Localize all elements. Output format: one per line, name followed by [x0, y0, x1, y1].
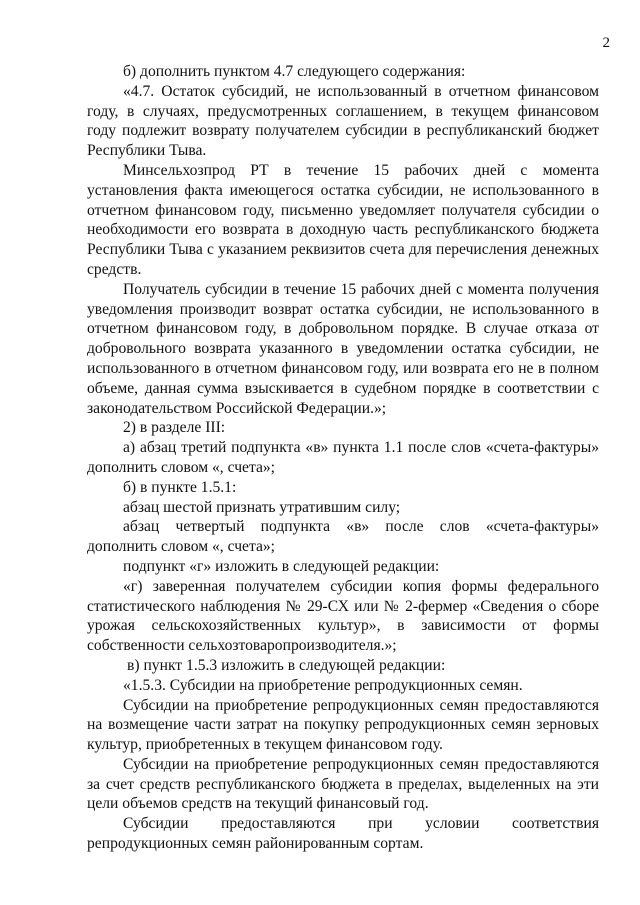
paragraph-recipient-return: Получатель субсидии в течение 15 рабочих дней с момента получения уведомления производит возврат остатка субсидии, не использованного в отчетном финансовом году, в добровольном порядке. В случае отказа от добровольного возврата указанного в уведомлении остатка субсидии, не использованного в отчетном финансовом году, или возврата его не в полном объеме, данная сумма взыскивается в судебном порядке в соответствии с законодательством Российской Федерации.»; — [87, 280, 599, 417]
paragraph-subclause-g-text: «г) заверенная получателем субсидии копия формы федерального статистического наблюдения № 29-СХ или № 2-фермер «Сведения о сборе урожая сельскохозяйственных культур», в зависимости от формы собственности сельхозтоваропроизводителя.»; — [87, 577, 599, 655]
paragraph-sixth-void: абзац шестой признать утратившим силу; — [123, 498, 401, 516]
paragraph-1-5-3-heading: «1.5.3. Субсидии на приобретение репродукционных семян. — [123, 676, 523, 694]
paragraph-seeds-compensation: Субсидии на приобретение репродукционных семян предоставляются на возмещение части затрат на покупку репродукционных семян зерновых культур, приобретенных в текущем финансовом году. — [87, 696, 599, 754]
paragraph-4-7-text: «4.7. Остаток субсидий, не использованный в отчетном финансовом году, в случаях, предусмотренных соглашением, в текущем финансовом году подлежит возврату получателем субсидии в республиканский бюджет Республики Тыва. — [87, 82, 599, 160]
document-body — [87, 62, 599, 854]
paragraph-amend-4-7-intro: б) дополнить пунктом 4.7 следующего содержания: — [123, 63, 466, 80]
page-number: 2 — [602, 35, 610, 51]
paragraph-seeds-condition: Субсидии предоставляются при условии соответствия репродукционных семян районированным сортам. — [87, 815, 599, 853]
paragraph-clause-1-5-1: б) в пункте 1.5.1: — [123, 478, 237, 496]
paragraph-fourth-subclause: абзац четвертый подпункта «в» после слов «счета-фактуры» дополнить словом «, счета»; — [87, 518, 599, 556]
paragraph-clause-1-5-3-intro: в) пункт 1.5.3 изложить в следующей редакции: — [127, 656, 446, 674]
paragraph-subclause-a: а) абзац третий подпункта «в» пункта 1.1 после слов «счета-фактуры» дополнить словом «, счета»; — [87, 439, 599, 476]
paragraph-section-iii: 2) в разделе III: — [123, 419, 226, 437]
paragraph-ministry-notice: Минсельхозпрод РТ в течение 15 рабочих дней с момента установления факта имеющегося остатка субсидии, не использованного в отчетном финансовом году, письменно уведомляет получателя субсидии о необходимости его возврата в доходную часть республиканского бюджета Республики Тыва с указанием реквизитов счета для перечисления денежных средств. — [87, 161, 599, 278]
paragraph-subclause-g-intro: подпункт «г» изложить в следующей редакции: — [123, 557, 440, 575]
paragraph-seeds-budget: Субсидии на приобретение репродукционных семян предоставляются за счет средств республиканского бюджета в пределах, выделенных на эти цели объемов средств на текущий финансовый год. — [87, 755, 599, 813]
